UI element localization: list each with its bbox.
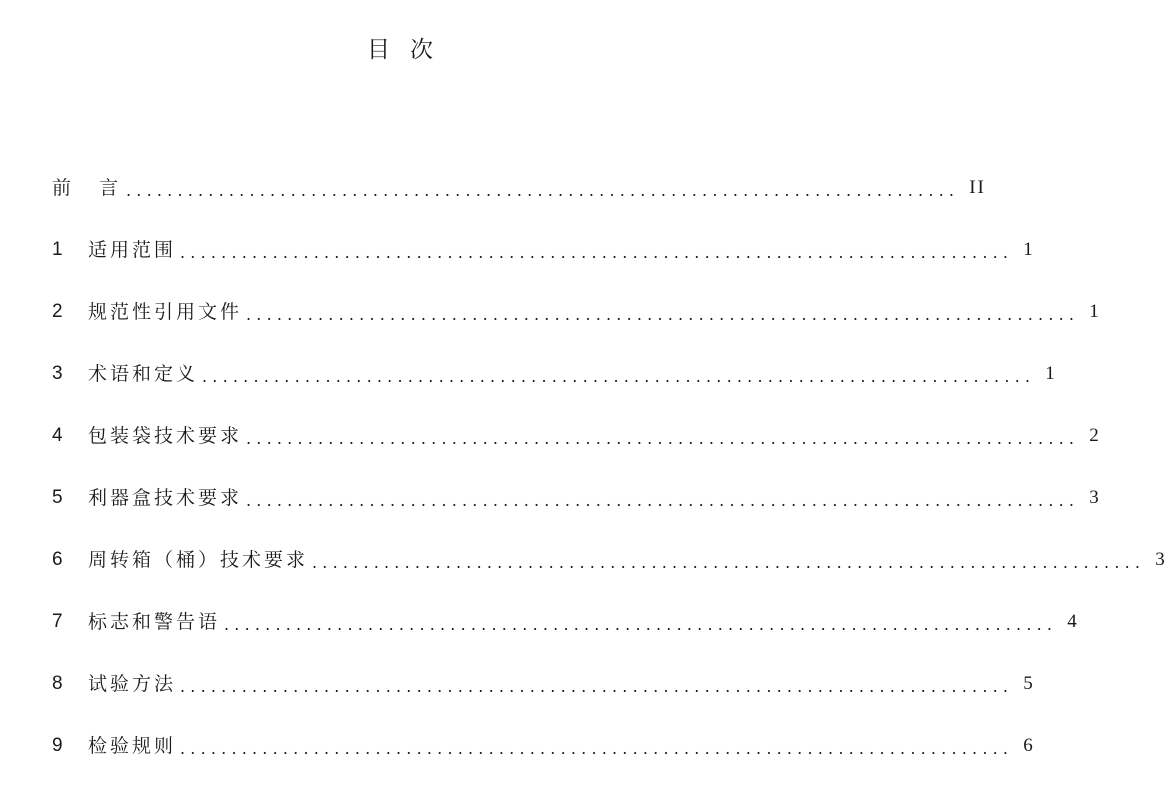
toc-entry-2[interactable] [52, 281, 1101, 343]
toc-entry-page: 1 [1089, 301, 1101, 322]
dot-leader: ................................................................................. [312, 553, 1146, 572]
toc-entry-label: 包装袋技术要求 [88, 425, 243, 447]
toc-entry-page: 5 [1023, 673, 1035, 694]
toc-entry-page: 3 [1155, 549, 1167, 570]
toc-entry-label: 检验规则 [88, 735, 177, 757]
toc-entry-page: 1 [1023, 239, 1035, 260]
toc-entry-label: 标志和警告语 [88, 611, 221, 633]
toc-entry-3[interactable] [52, 343, 1057, 405]
dot-leader: ................................................................................. [180, 243, 1014, 262]
dot-leader: ................................................................................. [224, 615, 1058, 634]
dot-leader: ................................................................................. [246, 429, 1080, 448]
table-of-contents [52, 157, 1167, 777]
dot-leader: ................................................................................. [180, 739, 1014, 758]
toc-entry-page: II [969, 177, 986, 198]
dot-leader: ................................................................................. [202, 367, 1036, 386]
toc-entry-5[interactable] [52, 467, 1101, 529]
toc-entry-7[interactable] [52, 591, 1079, 653]
toc-entry-label: 利器盒技术要求 [88, 487, 243, 509]
toc-entry-page: 2 [1089, 425, 1101, 446]
dot-leader: ................................................................................. [246, 491, 1080, 510]
toc-entry-page: 1 [1045, 363, 1057, 384]
toc-entry-page: 6 [1023, 735, 1035, 756]
toc-entry-number: 1 [52, 239, 63, 260]
page-title: 目次 [367, 37, 453, 63]
toc-entry-preface[interactable] [52, 157, 986, 219]
toc-entry-label: 适用范围 [88, 239, 177, 261]
toc-entry-number: 8 [52, 673, 63, 694]
toc-entry-number: 3 [52, 363, 63, 384]
dot-leader: ................................................................................. [180, 677, 1014, 696]
toc-entry-number: 4 [52, 425, 63, 446]
toc-entry-number: 6 [52, 549, 63, 570]
toc-entry-label: 术语和定义 [88, 363, 199, 385]
toc-entry-page: 3 [1089, 487, 1101, 508]
dot-leader: ................................................................................. [246, 305, 1080, 324]
toc-entry-label: 规范性引用文件 [88, 301, 243, 323]
toc-entry-number: 7 [52, 611, 63, 632]
toc-entry-1[interactable] [52, 219, 1035, 281]
toc-entry-number: 9 [52, 735, 63, 756]
toc-entry-label: 前言 [52, 177, 147, 199]
toc-entry-number: 5 [52, 487, 63, 508]
dot-leader: ................................................................................. [126, 181, 960, 200]
toc-entry-8[interactable] [52, 653, 1035, 715]
toc-entry-label: 试验方法 [88, 673, 177, 695]
toc-entry-6[interactable] [52, 529, 1167, 591]
toc-entry-9[interactable] [52, 715, 1035, 777]
toc-entry-label: 周转箱（桶）技术要求 [88, 549, 309, 571]
toc-entry-page: 4 [1067, 611, 1079, 632]
toc-entry-number: 2 [52, 301, 63, 322]
toc-entry-4[interactable] [52, 405, 1101, 467]
